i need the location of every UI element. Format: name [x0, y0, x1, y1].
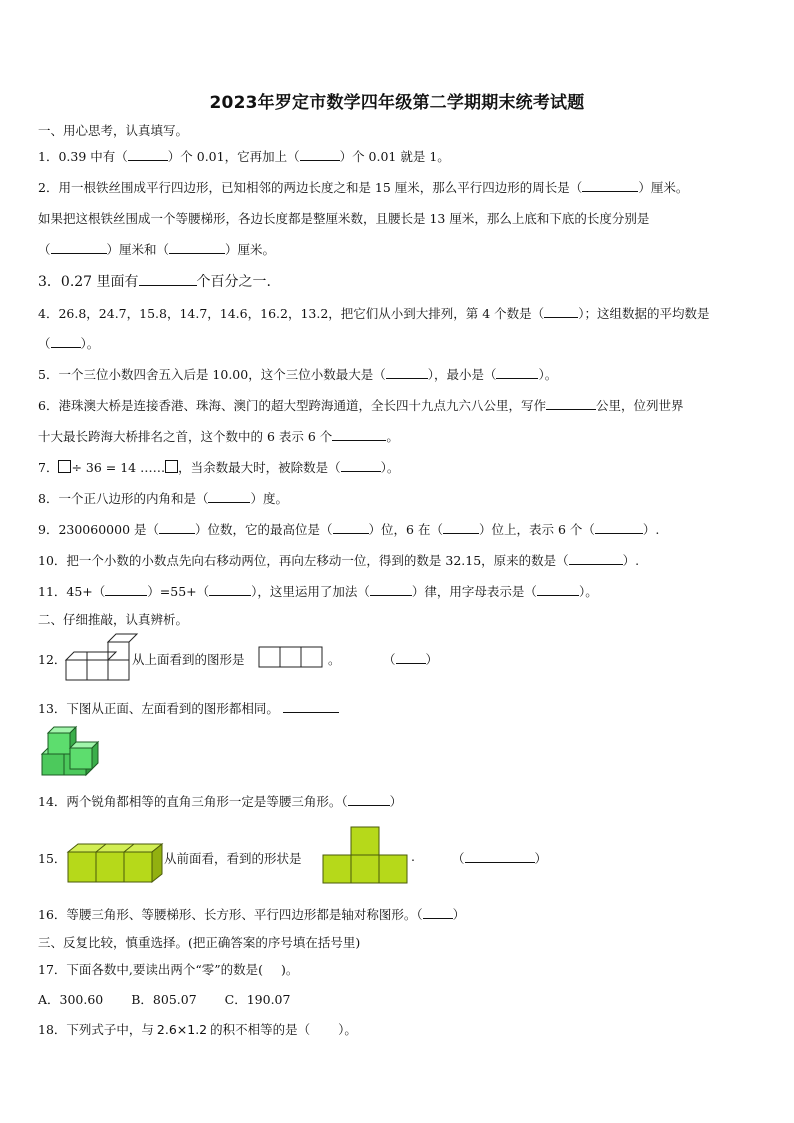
question-2-line-1	[38, 178, 688, 196]
question-14	[38, 792, 402, 810]
question-15-number: 15．	[38, 851, 67, 866]
question-17	[38, 960, 298, 978]
q8-text-a: 8．一个正八边形的内角和是（	[38, 491, 209, 506]
q9-blank-4[interactable]	[595, 521, 643, 534]
q9-text-d: ）位上，表示 6 个（	[478, 522, 595, 537]
q16-text: 16．等腰三角形、等腰梯形、长方形、平行四边形都是轴对称图形。（	[38, 907, 423, 922]
question-3	[38, 271, 271, 291]
q1-text-c: ）个 0.01 就是 1。	[339, 149, 450, 164]
q2-blank-1[interactable]	[582, 179, 638, 192]
q2-text-c: （	[38, 242, 51, 257]
question-9	[38, 520, 659, 538]
q10-text-a: 10．把一个小数的小数点先向右移动两位，再向左移动一位，得到的数是 32.15，原来的数是（	[38, 553, 569, 568]
q13-text: 13．下图从正面、左面看到的图形都相同。	[38, 701, 279, 716]
q9-blank-1[interactable]	[159, 521, 195, 534]
q15-blank[interactable]	[465, 850, 535, 863]
q1-text-b: ）个 0.01，它再加上（	[167, 149, 300, 164]
question-13	[38, 699, 339, 717]
q17-paren-right: )。	[281, 962, 299, 977]
top-view-figure	[258, 646, 326, 668]
question-4-line-1	[38, 304, 709, 322]
q1-blank-2[interactable]	[300, 148, 340, 161]
page-title: 2023年罗定市数学四年级第二学期期末统考试题	[209, 93, 585, 113]
question-10	[38, 551, 639, 569]
cube-stack-figure	[64, 632, 132, 682]
q12-dot: 。	[328, 652, 341, 667]
question-18	[38, 1020, 357, 1038]
q9-text-a: 9．230060000 是（	[38, 522, 160, 537]
q17-text: 17．下面各数中,要读出两个“零”的数是(	[38, 962, 264, 977]
dividend-box	[58, 460, 71, 473]
q4-text-c: （	[38, 336, 51, 351]
q11-text-e: ）。	[578, 584, 598, 599]
q3-blank[interactable]	[139, 273, 197, 286]
q3-text-a: 3．0.27 里面有	[38, 274, 139, 290]
q8-text-b: ）度。	[250, 491, 288, 506]
q18-text-c: ）。	[338, 1022, 357, 1037]
q10-text-b: ）.	[622, 553, 640, 568]
q11-text-b: ）=55+（	[147, 584, 210, 599]
q8-blank[interactable]	[208, 490, 250, 503]
q4-text-b: ）；这组数据的平均数是	[578, 306, 710, 321]
q9-blank-3[interactable]	[443, 521, 479, 534]
q2-blank-3[interactable]	[169, 241, 225, 254]
q13-blank[interactable]	[283, 700, 339, 713]
q16-blank[interactable]	[423, 906, 453, 919]
question-16	[38, 905, 465, 923]
q6-text-b: 公里，位列世界	[595, 398, 684, 413]
q7-blank[interactable]	[341, 459, 381, 472]
q12-paren-left: （	[383, 652, 396, 667]
q14-blank[interactable]	[348, 793, 390, 806]
q11-blank-4[interactable]	[537, 583, 579, 596]
q2-text-d: ）厘米和（	[106, 242, 170, 257]
q6-text-a: 6．港珠澳大桥是连接香港、珠海、澳门的超大型跨海通道，全长四十九点九六八公里，写作	[38, 398, 546, 413]
section-3-heading: 三、反复比较，慎重选择。(把正确答案的序号填在括号里)	[38, 935, 361, 950]
q2-text-b: ）厘米。	[638, 180, 689, 195]
q11-text-d: ）律，用字母表示是（	[411, 584, 537, 599]
q12-answer	[383, 650, 438, 668]
q16-paren-right: ）	[452, 907, 466, 922]
q7-text-d: ）。	[380, 460, 400, 475]
q11-text-a: 11．45+（	[38, 584, 106, 599]
q7-text-c: ，当余数最大时，被除数是（	[178, 460, 341, 475]
q15-text: 从前面看，看到的形状是	[164, 851, 302, 866]
question-12-number: 12．	[38, 652, 67, 667]
question-11	[38, 582, 598, 600]
q15-answer	[452, 849, 547, 867]
q5-text-c: ）。	[538, 367, 558, 382]
q15-paren-left: （	[452, 851, 465, 866]
q4-text-d: ）。	[80, 336, 100, 351]
q5-blank-1[interactable]	[386, 366, 428, 379]
q4-blank-1[interactable]	[544, 305, 578, 318]
q2-text-a: 2．用一根铁丝围成平行四边形，已知相邻的两边长度之和是 15 厘米，那么平行四边形的周长是（	[38, 180, 583, 195]
q18-text-b: 的积不相等的是（	[210, 1022, 311, 1037]
q5-blank-2[interactable]	[496, 366, 538, 379]
q12-paren-right: ）	[425, 652, 439, 667]
front-view-figure	[322, 826, 408, 884]
q3-text-b: 个百分之一.	[196, 274, 271, 290]
q9-text-e: ）.	[642, 522, 660, 537]
q11-text-c: ），这里运用了加法（	[251, 584, 370, 599]
q11-blank-1[interactable]	[105, 583, 147, 596]
option-a[interactable]: A．300.60	[38, 992, 104, 1007]
option-c[interactable]: C．190.07	[224, 992, 291, 1007]
q6-text-d: 。	[386, 429, 399, 444]
q17-options	[38, 990, 290, 1008]
q9-blank-2[interactable]	[333, 521, 369, 534]
q10-blank[interactable]	[569, 552, 623, 565]
question-7	[38, 458, 399, 476]
section-2-heading: 二、仔细推敲，认真辨析。	[38, 612, 189, 627]
q5-text-b: ），最小是（	[427, 367, 497, 382]
q6-text-c: 十大最长跨海大桥排名之首，这个数中的 6 表示 6 个	[38, 429, 333, 444]
q2-blank-2[interactable]	[51, 241, 107, 254]
q12-text: 从上面看到的图形是	[132, 652, 245, 667]
question-2-line-2: 如果把这根铁丝围成一个等腰梯形，各边长度都是整厘米数，且腰长是 13 厘米，那么上底和下底的长度分别是	[38, 211, 650, 226]
q15-dot: .	[411, 849, 415, 864]
question-6-line-1	[38, 396, 683, 414]
q18-expression: 2.6×1.2	[156, 1022, 208, 1037]
question-6-line-2	[38, 427, 399, 445]
q6-blank-2[interactable]	[332, 428, 386, 441]
question-5	[38, 365, 557, 383]
remainder-box	[165, 460, 178, 473]
q14-paren-right: ）	[389, 794, 403, 809]
question-8	[38, 489, 288, 507]
section-1-heading: 一、用心思考，认真填写。	[38, 123, 189, 138]
q2-text-e: ）厘米。	[225, 242, 276, 257]
yellow-prisms-figure	[66, 838, 162, 884]
q7-expression: ÷ 36 = 14 ……	[71, 460, 166, 475]
q9-text-b: ）位数，它的最高位是（	[195, 522, 333, 537]
question-4-line-2	[38, 334, 99, 352]
q12-blank[interactable]	[396, 651, 426, 664]
q11-blank-3[interactable]	[370, 583, 412, 596]
q7-number: 7．	[38, 460, 59, 475]
green-cubes-figure	[40, 722, 106, 778]
question-2-line-3	[38, 240, 275, 258]
q4-blank-2[interactable]	[51, 335, 81, 348]
q5-text-a: 5．一个三位小数四舍五入后是 10.00，这个三位小数最大是（	[38, 367, 386, 382]
q6-blank-1[interactable]	[546, 397, 596, 410]
q9-text-c: ）位，6 在（	[368, 522, 443, 537]
q15-paren-right: ）	[534, 851, 548, 866]
q4-text-a: 4．26.8，24.7，15.8，14.7，14.6，16.2，13.2，把它们从小到大排列，第 4 个数是（	[38, 306, 545, 321]
q1-text-a: 1．0.39 中有（	[38, 149, 128, 164]
option-b[interactable]: B．805.07	[131, 992, 197, 1007]
q18-text-a: 18．下列式子中，与	[38, 1022, 154, 1037]
q14-text: 14．两个锐角都相等的直角三角形一定是等腰三角形。（	[38, 794, 348, 809]
question-1	[38, 147, 450, 165]
q1-blank-1[interactable]	[128, 148, 168, 161]
q11-blank-2[interactable]	[209, 583, 251, 596]
